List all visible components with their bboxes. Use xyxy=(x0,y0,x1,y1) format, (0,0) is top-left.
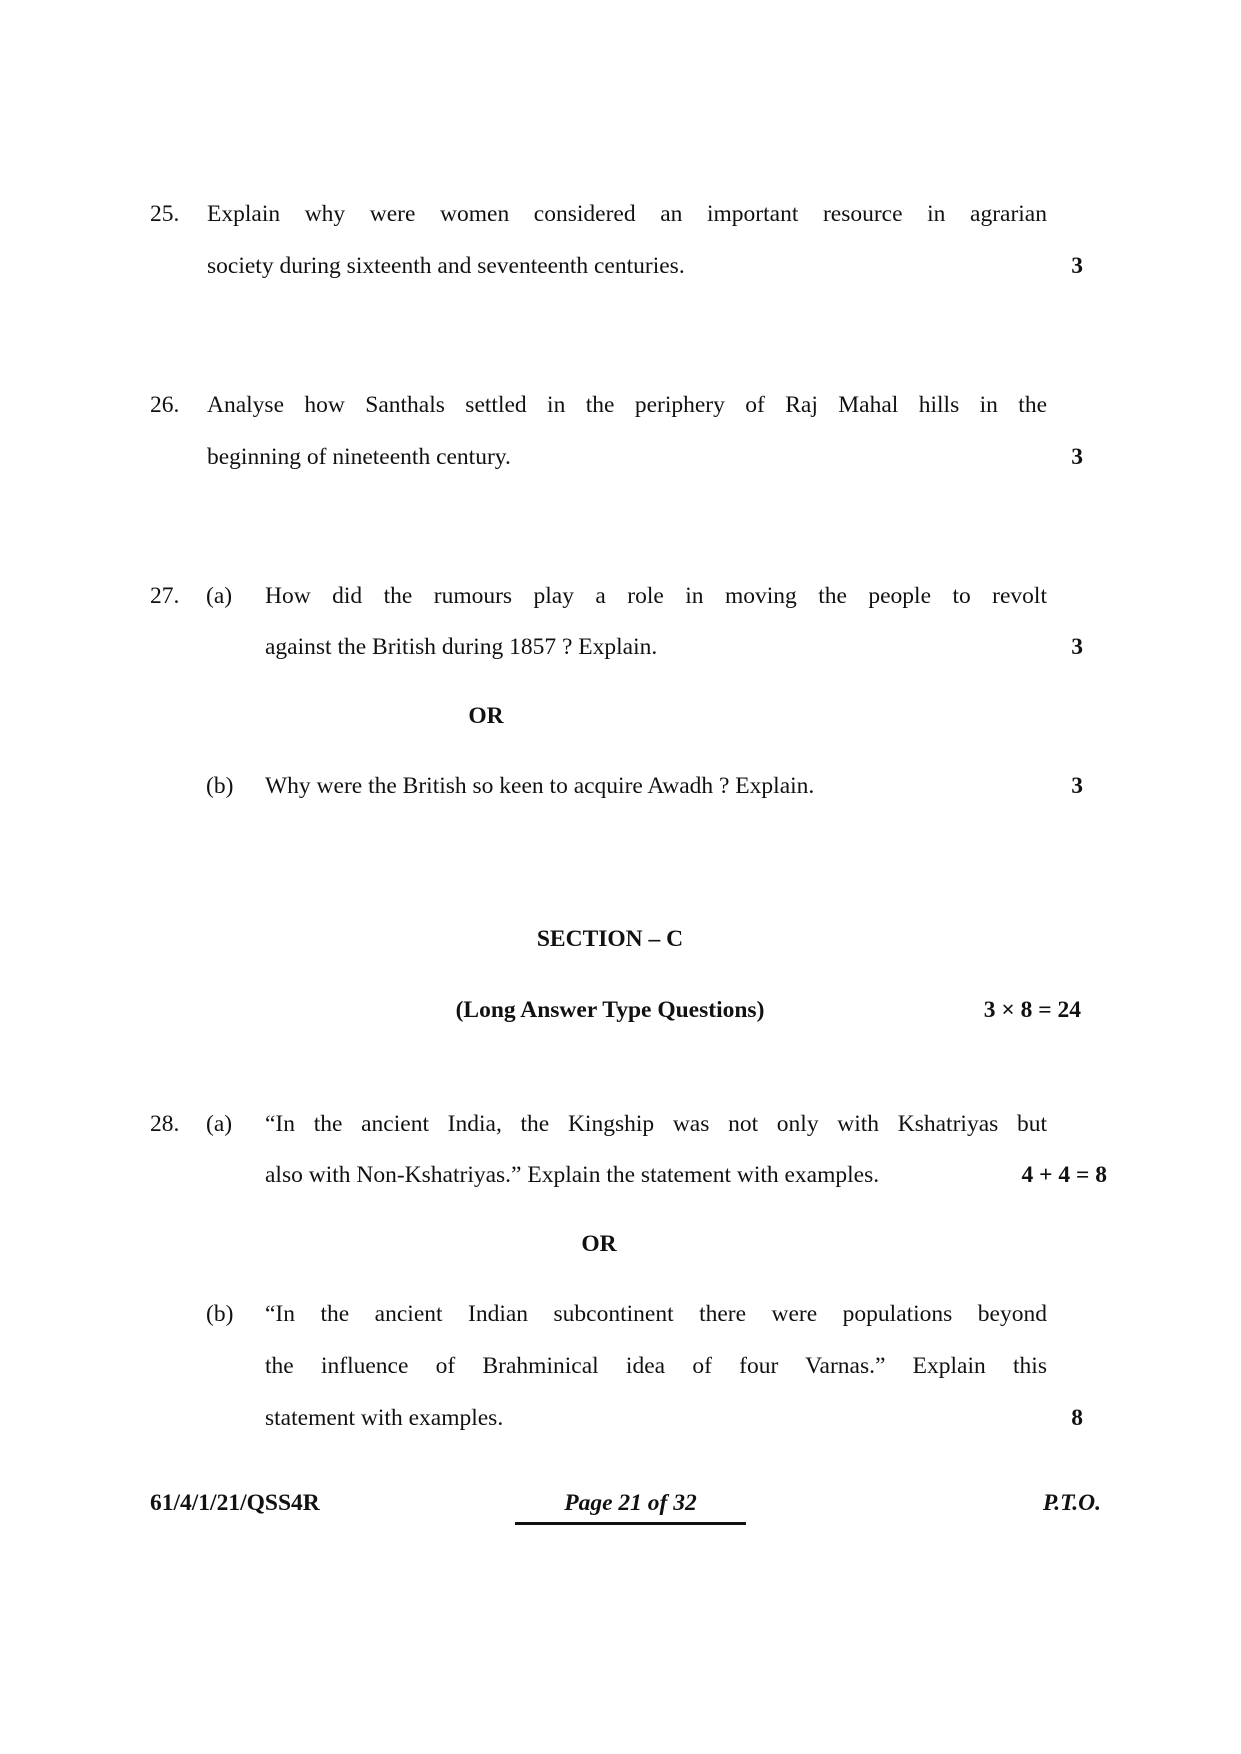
question-number: 28. xyxy=(150,1111,180,1137)
question-number: 26. xyxy=(150,392,180,418)
option-label: (a) xyxy=(206,583,233,609)
question-text: also with Non-Kshatriyas.” Explain the statement with examples. xyxy=(265,1162,880,1188)
question-text: against the British during 1857 ? Explain. xyxy=(265,634,658,660)
marks: 3 xyxy=(1071,253,1083,279)
marks: 3 xyxy=(1071,444,1083,470)
question-text: Explain why were women considered an important resource in agrarian xyxy=(207,201,1047,227)
option-label: (b) xyxy=(206,1301,234,1327)
paper-code: 61/4/1/21/QSS4R xyxy=(150,1490,320,1516)
marks: 3 xyxy=(1071,634,1083,660)
question-text: the influence of Brahminical idea of four Varnas.” Explain this xyxy=(265,1353,1047,1379)
option-label: (b) xyxy=(206,773,234,799)
marks: 4 + 4 = 8 xyxy=(1021,1162,1107,1188)
question-text: beginning of nineteenth century. xyxy=(207,444,511,470)
question-text: “In the ancient India, the Kingship was not only with Kshatriyas but xyxy=(265,1111,1047,1137)
question-number: 27. xyxy=(150,583,180,609)
question-text: Why were the British so keen to acquire Awadh ? Explain. xyxy=(265,773,815,799)
page-number-underline xyxy=(515,1522,746,1525)
section-subtitle: (Long Answer Type Questions) xyxy=(455,997,765,1023)
section-marks: 3 × 8 = 24 xyxy=(983,997,1081,1023)
marks: 8 xyxy=(1071,1405,1083,1431)
option-label: (a) xyxy=(206,1111,233,1137)
question-text: statement with examples. xyxy=(265,1405,504,1431)
question-text: “In the ancient Indian subcontinent there were populations beyond xyxy=(265,1301,1047,1327)
or-divider: OR xyxy=(468,703,504,729)
question-text: Analyse how Santhals settled in the periphery of Raj Mahal hills in the xyxy=(207,392,1047,418)
marks: 3 xyxy=(1071,773,1083,799)
question-number: 25. xyxy=(150,201,180,227)
or-divider: OR xyxy=(581,1231,617,1257)
question-text: How did the rumours play a role in moving the people to revolt xyxy=(265,583,1047,609)
pto-label: P.T.O. xyxy=(1042,1490,1101,1516)
section-title: SECTION – C xyxy=(536,926,684,952)
question-text: society during sixteenth and seventeenth centuries. xyxy=(207,253,685,279)
page-number: Page 21 of 32 xyxy=(564,1490,697,1516)
